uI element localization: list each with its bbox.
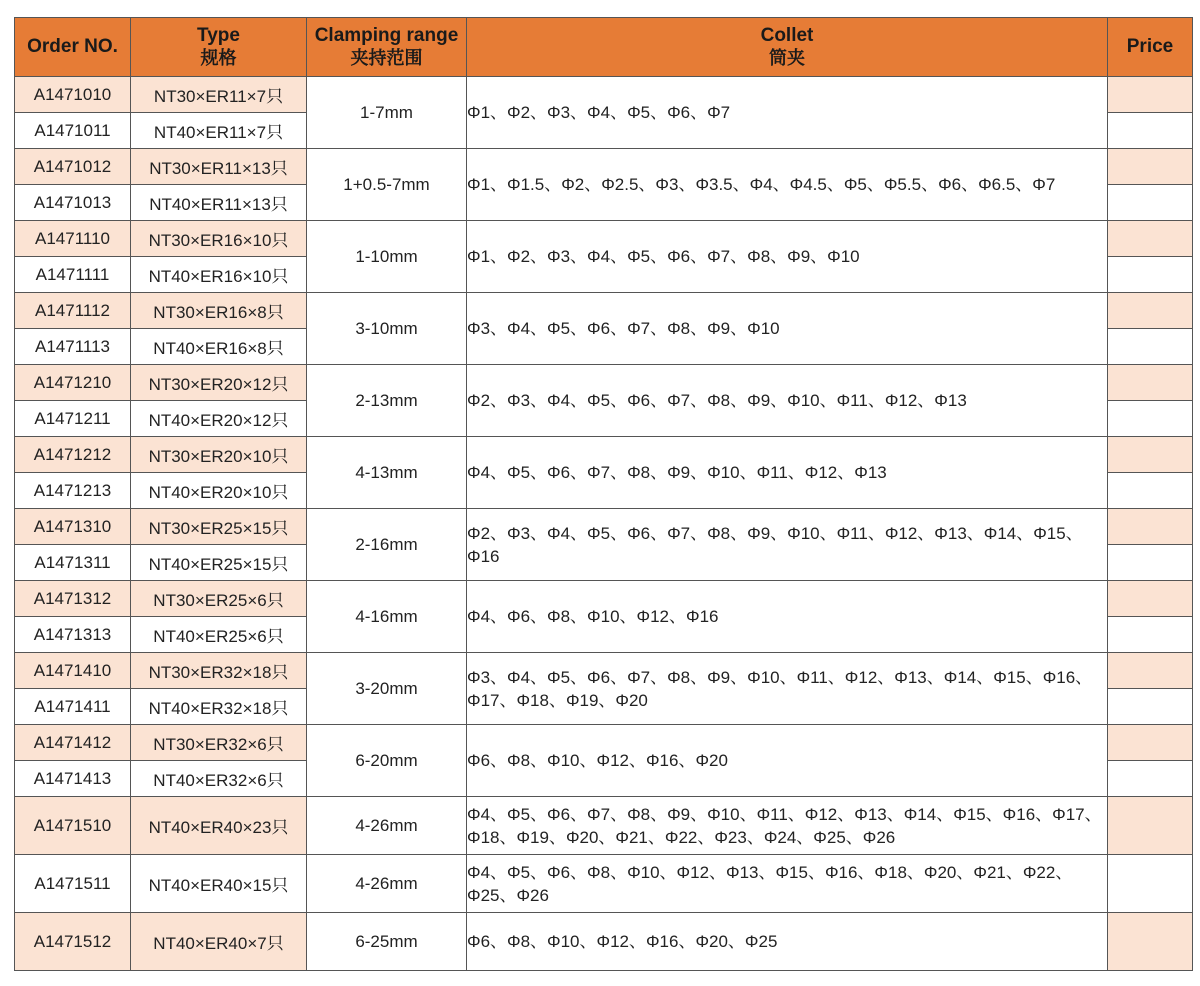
order-number-cell: A1471011 bbox=[15, 113, 131, 149]
price-cell bbox=[1108, 113, 1193, 149]
price-cell bbox=[1108, 913, 1193, 971]
price-cell bbox=[1108, 221, 1193, 257]
header-type-cn: 规格 bbox=[200, 48, 237, 68]
order-number-cell: A1471013 bbox=[15, 185, 131, 221]
header-collet-en: Collet bbox=[760, 25, 814, 46]
table-header bbox=[15, 18, 1193, 77]
order-number-cell: A1471412 bbox=[15, 725, 131, 761]
type-cell: NT30×ER20×10只 bbox=[131, 437, 307, 473]
order-number-cell: A1471413 bbox=[15, 761, 131, 797]
order-number-cell: A1471512 bbox=[15, 913, 131, 971]
price-cell bbox=[1108, 509, 1193, 545]
order-number-cell: A1471213 bbox=[15, 473, 131, 509]
collet-sizes-cell: Φ4、Φ6、Φ8、Φ10、Φ12、Φ16 bbox=[467, 581, 1108, 653]
type-cell: NT40×ER16×10只 bbox=[131, 257, 307, 293]
order-number-cell: A1471310 bbox=[15, 509, 131, 545]
header-price-label: Price bbox=[1126, 36, 1174, 57]
clamping-range-cell: 4-16mm bbox=[307, 581, 467, 653]
price-cell bbox=[1108, 401, 1193, 437]
order-number-cell: A1471211 bbox=[15, 401, 131, 437]
type-cell: NT30×ER11×7只 bbox=[131, 77, 307, 113]
collet-sizes-cell: Φ4、Φ5、Φ6、Φ7、Φ8、Φ9、Φ10、Φ11、Φ12、Φ13 bbox=[467, 437, 1108, 509]
header-order-no-label: Order NO. bbox=[27, 36, 118, 57]
header-clamping-cn: 夹持范围 bbox=[350, 48, 423, 68]
table-row bbox=[15, 365, 1193, 401]
order-number-cell: A1471210 bbox=[15, 365, 131, 401]
type-cell: NT40×ER25×6只 bbox=[131, 617, 307, 653]
type-cell: NT30×ER16×8只 bbox=[131, 293, 307, 329]
header-order-no bbox=[15, 18, 131, 77]
type-cell: NT30×ER20×12只 bbox=[131, 365, 307, 401]
price-cell bbox=[1108, 77, 1193, 113]
order-number-cell: A1471113 bbox=[15, 329, 131, 365]
collet-sizes-cell: Φ4、Φ5、Φ6、Φ8、Φ10、Φ12、Φ13、Φ15、Φ16、Φ18、Φ20、Φ21、Φ22、Φ25、Φ26 bbox=[467, 855, 1108, 913]
type-cell: NT30×ER32×6只 bbox=[131, 725, 307, 761]
header-row bbox=[15, 18, 1193, 77]
table-row bbox=[15, 913, 1193, 971]
clamping-range-cell: 6-25mm bbox=[307, 913, 467, 971]
table-row bbox=[15, 77, 1193, 113]
header-collet bbox=[467, 18, 1108, 77]
table-row bbox=[15, 653, 1193, 689]
order-number-cell: A1471313 bbox=[15, 617, 131, 653]
collet-sizes-cell: Φ6、Φ8、Φ10、Φ12、Φ16、Φ20 bbox=[467, 725, 1108, 797]
type-cell: NT40×ER32×18只 bbox=[131, 689, 307, 725]
clamping-range-cell: 4-13mm bbox=[307, 437, 467, 509]
order-number-cell: A1471511 bbox=[15, 855, 131, 913]
header-price bbox=[1108, 18, 1193, 77]
order-number-cell: A1471012 bbox=[15, 149, 131, 185]
order-number-cell: A1471212 bbox=[15, 437, 131, 473]
header-clamping-en: Clamping range bbox=[314, 25, 459, 46]
table-row bbox=[15, 581, 1193, 617]
clamping-range-cell: 4-26mm bbox=[307, 855, 467, 913]
table-row bbox=[15, 725, 1193, 761]
type-cell: NT40×ER11×13只 bbox=[131, 185, 307, 221]
price-cell bbox=[1108, 185, 1193, 221]
header-collet-cn: 筒夹 bbox=[769, 48, 805, 68]
price-cell bbox=[1108, 761, 1193, 797]
order-number-cell: A1471411 bbox=[15, 689, 131, 725]
price-cell bbox=[1108, 617, 1193, 653]
clamping-range-cell: 1-10mm bbox=[307, 221, 467, 293]
table-row bbox=[15, 149, 1193, 185]
clamping-range-cell: 3-10mm bbox=[307, 293, 467, 365]
table-row bbox=[15, 221, 1193, 257]
clamping-range-cell: 1+0.5-7mm bbox=[307, 149, 467, 221]
type-cell: NT40×ER16×8只 bbox=[131, 329, 307, 365]
type-cell: NT30×ER32×18只 bbox=[131, 653, 307, 689]
clamping-range-cell: 6-20mm bbox=[307, 725, 467, 797]
price-cell bbox=[1108, 257, 1193, 293]
order-number-cell: A1471312 bbox=[15, 581, 131, 617]
price-cell bbox=[1108, 581, 1193, 617]
type-cell: NT40×ER25×15只 bbox=[131, 545, 307, 581]
type-cell: NT40×ER40×7只 bbox=[131, 913, 307, 971]
price-cell bbox=[1108, 855, 1193, 913]
collet-sizes-cell: Φ1、Φ2、Φ3、Φ4、Φ5、Φ6、Φ7 bbox=[467, 77, 1108, 149]
table-row bbox=[15, 797, 1193, 855]
price-cell bbox=[1108, 293, 1193, 329]
collet-sizes-cell: Φ4、Φ5、Φ6、Φ7、Φ8、Φ9、Φ10、Φ11、Φ12、Φ13、Φ14、Φ15、Φ16、Φ17、Φ18、Φ19、Φ20、Φ21、Φ22、Φ23、Φ24、Φ25、Φ26 bbox=[467, 797, 1108, 855]
type-cell: NT30×ER25×15只 bbox=[131, 509, 307, 545]
table-row bbox=[15, 855, 1193, 913]
type-cell: NT40×ER40×23只 bbox=[131, 797, 307, 855]
type-cell: NT40×ER20×12只 bbox=[131, 401, 307, 437]
type-cell: NT40×ER11×7只 bbox=[131, 113, 307, 149]
clamping-range-cell: 2-13mm bbox=[307, 365, 467, 437]
type-cell: NT30×ER25×6只 bbox=[131, 581, 307, 617]
order-number-cell: A1471010 bbox=[15, 77, 131, 113]
order-number-cell: A1471112 bbox=[15, 293, 131, 329]
header-type bbox=[131, 18, 307, 77]
price-cell bbox=[1108, 365, 1193, 401]
header-type-en: Type bbox=[197, 25, 240, 46]
price-cell bbox=[1108, 725, 1193, 761]
order-number-cell: A1471110 bbox=[15, 221, 131, 257]
order-number-cell: A1471311 bbox=[15, 545, 131, 581]
collet-sizes-cell: Φ1、Φ1.5、Φ2、Φ2.5、Φ3、Φ3.5、Φ4、Φ4.5、Φ5、Φ5.5、Φ6、Φ6.5、Φ7 bbox=[467, 149, 1108, 221]
price-cell bbox=[1108, 545, 1193, 581]
clamping-range-cell: 4-26mm bbox=[307, 797, 467, 855]
price-cell bbox=[1108, 689, 1193, 725]
collet-sizes-cell: Φ2、Φ3、Φ4、Φ5、Φ6、Φ7、Φ8、Φ9、Φ10、Φ11、Φ12、Φ13 bbox=[467, 365, 1108, 437]
type-cell: NT40×ER32×6只 bbox=[131, 761, 307, 797]
header-clamping-range bbox=[307, 18, 467, 77]
clamping-range-cell: 2-16mm bbox=[307, 509, 467, 581]
clamping-range-cell: 3-20mm bbox=[307, 653, 467, 725]
collet-sizes-cell: Φ3、Φ4、Φ5、Φ6、Φ7、Φ8、Φ9、Φ10 bbox=[467, 293, 1108, 365]
table-row bbox=[15, 293, 1193, 329]
type-cell: NT40×ER20×10只 bbox=[131, 473, 307, 509]
table-body bbox=[15, 77, 1193, 971]
table-row bbox=[15, 509, 1193, 545]
price-cell bbox=[1108, 149, 1193, 185]
type-cell: NT40×ER40×15只 bbox=[131, 855, 307, 913]
order-number-cell: A1471510 bbox=[15, 797, 131, 855]
collet-sizes-cell: Φ3、Φ4、Φ5、Φ6、Φ7、Φ8、Φ9、Φ10、Φ11、Φ12、Φ13、Φ14、Φ15、Φ16、Φ17、Φ18、Φ19、Φ20 bbox=[467, 653, 1108, 725]
price-cell bbox=[1108, 329, 1193, 365]
collet-sizes-cell: Φ1、Φ2、Φ3、Φ4、Φ5、Φ6、Φ7、Φ8、Φ9、Φ10 bbox=[467, 221, 1108, 293]
clamping-range-cell: 1-7mm bbox=[307, 77, 467, 149]
collet-sizes-cell: Φ2、Φ3、Φ4、Φ5、Φ6、Φ7、Φ8、Φ9、Φ10、Φ11、Φ12、Φ13、Φ14、Φ15、Φ16 bbox=[467, 509, 1108, 581]
price-cell bbox=[1108, 797, 1193, 855]
price-cell bbox=[1108, 653, 1193, 689]
price-cell bbox=[1108, 437, 1193, 473]
order-number-cell: A1471111 bbox=[15, 257, 131, 293]
collet-sizes-cell: Φ6、Φ8、Φ10、Φ12、Φ16、Φ20、Φ25 bbox=[467, 913, 1108, 971]
order-number-cell: A1471410 bbox=[15, 653, 131, 689]
type-cell: NT30×ER16×10只 bbox=[131, 221, 307, 257]
type-cell: NT30×ER11×13只 bbox=[131, 149, 307, 185]
price-cell bbox=[1108, 473, 1193, 509]
product-spec-table bbox=[14, 17, 1193, 971]
table-row bbox=[15, 437, 1193, 473]
